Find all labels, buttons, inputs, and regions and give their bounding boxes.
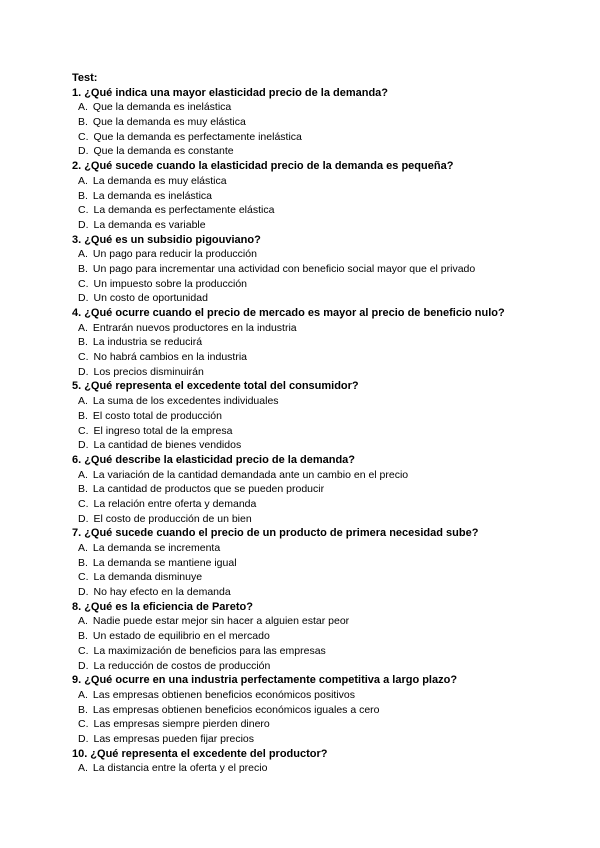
option-letter: A. [78, 542, 88, 554]
question-number: 1. [72, 86, 82, 99]
question-block [72, 379, 572, 452]
question-block [72, 306, 572, 379]
option-text: El costo de producción de un bien [93, 512, 252, 525]
option-letter: D. [78, 512, 89, 525]
question-number: 3. [72, 233, 82, 246]
answer-option [72, 570, 572, 585]
answer-option [72, 189, 572, 204]
option-text: Los precios disminuirán [93, 365, 204, 378]
option-letter: A. [78, 468, 88, 481]
question-heading [72, 233, 572, 248]
question-text: ¿Qué sucede cuando el precio de un producto de primera necesidad sube? [84, 527, 479, 540]
question-heading [72, 526, 572, 541]
answer-option [72, 761, 572, 776]
answer-option [72, 614, 572, 629]
option-letter: B. [78, 703, 88, 716]
answer-option [72, 174, 572, 189]
answer-option [72, 115, 572, 130]
option-letter: D. [78, 145, 89, 158]
option-letter: C. [78, 644, 89, 657]
answer-option [72, 247, 572, 262]
option-letter: B. [78, 630, 88, 643]
option-letter: A. [78, 688, 88, 701]
answer-option [72, 659, 572, 674]
question-number: 8. [72, 600, 82, 613]
answer-option [72, 365, 572, 380]
option-letter: B. [78, 409, 88, 422]
question-text: ¿Qué es un subsidio pigouviano? [84, 233, 261, 246]
answer-option [72, 497, 572, 512]
question-block [72, 673, 572, 746]
option-letter: A. [78, 762, 88, 775]
option-letter: D. [78, 439, 89, 452]
test-title: Test: [72, 72, 98, 84]
question-number: 2. [72, 160, 82, 173]
option-letter: C. [78, 204, 89, 217]
option-text: La variación de la cantidad demandada ante un cambio en el precio [92, 468, 409, 481]
option-text: La maximización de beneficios para las empresas [93, 644, 326, 657]
question-text: ¿Qué es la eficiencia de Pareto? [84, 600, 253, 613]
question-block [72, 453, 572, 526]
option-text: Que la demanda es inelástica [92, 101, 232, 114]
option-text: Que la demanda es muy elástica [92, 116, 246, 129]
answer-option [72, 321, 572, 336]
answer-option [72, 688, 572, 703]
option-text: La demanda es perfectamente elástica [93, 204, 275, 217]
option-letter: C. [78, 277, 89, 290]
option-text: La suma de los excedentes individuales [92, 395, 279, 408]
answer-option [72, 717, 572, 732]
question-heading [72, 453, 572, 468]
option-text: Un pago para incrementar una actividad con beneficio social mayor que el privado [92, 262, 476, 275]
answer-option [72, 262, 572, 277]
option-text: Entrarán nuevos productores en la industria [92, 321, 297, 334]
option-text: Las empresas obtienen beneficios económicos iguales a cero [92, 703, 380, 716]
question-list [72, 86, 572, 776]
option-letter: A. [78, 174, 88, 187]
question-text: ¿Qué describe la elasticidad precio de la demanda? [84, 453, 356, 466]
question-heading [72, 306, 572, 321]
option-letter: A. [78, 321, 88, 334]
answer-option [72, 732, 572, 747]
option-text: Las empresas obtienen beneficios económicos positivos [92, 688, 355, 701]
answer-option [72, 541, 572, 556]
question-text: ¿Qué representa el excedente total del consumidor? [84, 380, 359, 393]
question-number: 6. [72, 453, 82, 466]
question-number: 4. [72, 307, 82, 319]
answer-option [72, 585, 572, 600]
option-letter: D. [78, 659, 89, 672]
option-letter: D. [78, 732, 89, 745]
option-text: Un estado de equilibrio en el mercado [92, 630, 270, 643]
option-text: La demanda se mantiene igual [92, 556, 237, 569]
option-letter: A. [78, 395, 88, 408]
option-letter: D. [78, 218, 89, 231]
option-letter: A. [78, 615, 88, 628]
question-number: 5. [72, 380, 82, 393]
answer-option [72, 482, 572, 497]
option-letter: C. [78, 571, 89, 584]
option-letter: C. [78, 351, 89, 364]
option-letter: C. [78, 424, 89, 437]
answer-option [72, 335, 572, 350]
question-text: ¿Qué representa el excedente del productor? [90, 747, 328, 760]
question-number: 9. [72, 674, 82, 687]
option-letter: B. [78, 556, 88, 569]
option-text: La demanda es variable [93, 218, 206, 231]
answer-option [72, 409, 572, 424]
answer-option [72, 629, 572, 644]
question-block [72, 233, 572, 306]
option-text: No habrá cambios en la industria [93, 351, 248, 364]
option-text: Las empresas pueden fijar precios [93, 732, 255, 745]
option-text: La relación entre oferta y demanda [93, 497, 257, 510]
question-block [72, 86, 572, 159]
option-text: La demanda es muy elástica [92, 174, 227, 187]
option-letter: D. [78, 365, 89, 378]
option-text: Un pago para reducir la producción [92, 248, 257, 261]
option-text: La demanda disminuye [93, 571, 203, 584]
question-heading [72, 86, 572, 101]
answer-option [72, 424, 572, 439]
option-text: Un impuesto sobre la producción [93, 277, 248, 290]
option-text: Las empresas siempre pierden dinero [93, 718, 270, 731]
option-letter: C. [78, 130, 89, 143]
question-block [72, 159, 572, 232]
question-block [72, 747, 572, 776]
option-letter: A. [78, 101, 88, 114]
option-text: La industria se reducirá [92, 336, 203, 349]
option-text: Nadie puede estar mejor sin hacer a alguien estar peor [92, 615, 350, 628]
question-text: ¿Qué ocurre en una industria perfectamente competitiva a largo plazo? [84, 674, 458, 687]
option-letter: B. [78, 116, 88, 129]
question-block [72, 600, 572, 673]
option-letter: C. [78, 497, 89, 510]
answer-option [72, 144, 572, 159]
option-text: Que la demanda es constante [93, 145, 234, 158]
option-letter: B. [78, 483, 88, 496]
option-text: No hay efecto en la demanda [93, 586, 231, 599]
question-heading [72, 673, 572, 688]
question-number: 7. [72, 527, 82, 540]
answer-option [72, 291, 572, 306]
option-text: Que la demanda es perfectamente inelástica [93, 130, 302, 143]
answer-option [72, 468, 572, 483]
document-page [72, 71, 572, 776]
option-letter: D. [78, 586, 89, 599]
answer-option [72, 100, 572, 115]
answer-option [72, 556, 572, 571]
answer-option [72, 394, 572, 409]
answer-option [72, 350, 572, 365]
question-heading [72, 379, 572, 394]
option-text: La demanda se incrementa [92, 542, 221, 554]
option-text: La reducción de costos de producción [93, 659, 271, 672]
answer-option [72, 277, 572, 292]
question-block [72, 526, 572, 599]
option-letter: C. [78, 718, 89, 731]
option-text: Un costo de oportunidad [93, 292, 208, 305]
answer-option [72, 703, 572, 718]
option-letter: B. [78, 189, 88, 202]
answer-option [72, 130, 572, 145]
option-letter: D. [78, 292, 89, 305]
answer-option [72, 644, 572, 659]
option-text: La distancia entre la oferta y el precio [92, 762, 268, 775]
answer-option [72, 203, 572, 218]
option-text: La cantidad de productos que se pueden producir [92, 483, 325, 496]
question-heading [72, 159, 572, 174]
question-heading [72, 747, 572, 762]
option-text: El ingreso total de la empresa [93, 424, 233, 437]
question-text: ¿Qué ocurre cuando el precio de mercado es mayor al precio de beneficio nulo? [84, 307, 505, 319]
question-text: ¿Qué indica una mayor elasticidad precio de la demanda? [84, 86, 388, 99]
answer-option [72, 438, 572, 453]
option-letter: B. [78, 336, 88, 349]
question-heading [72, 600, 572, 615]
answer-option [72, 512, 572, 527]
option-letter: A. [78, 248, 88, 261]
question-text: ¿Qué sucede cuando la elasticidad precio de la demanda es pequeña? [84, 160, 454, 173]
option-text: El costo total de producción [92, 409, 222, 422]
question-number: 10. [72, 747, 88, 760]
option-text: La cantidad de bienes vendidos [93, 439, 242, 452]
option-text: La demanda es inelástica [92, 189, 213, 202]
option-letter: B. [78, 262, 88, 275]
answer-option [72, 218, 572, 233]
